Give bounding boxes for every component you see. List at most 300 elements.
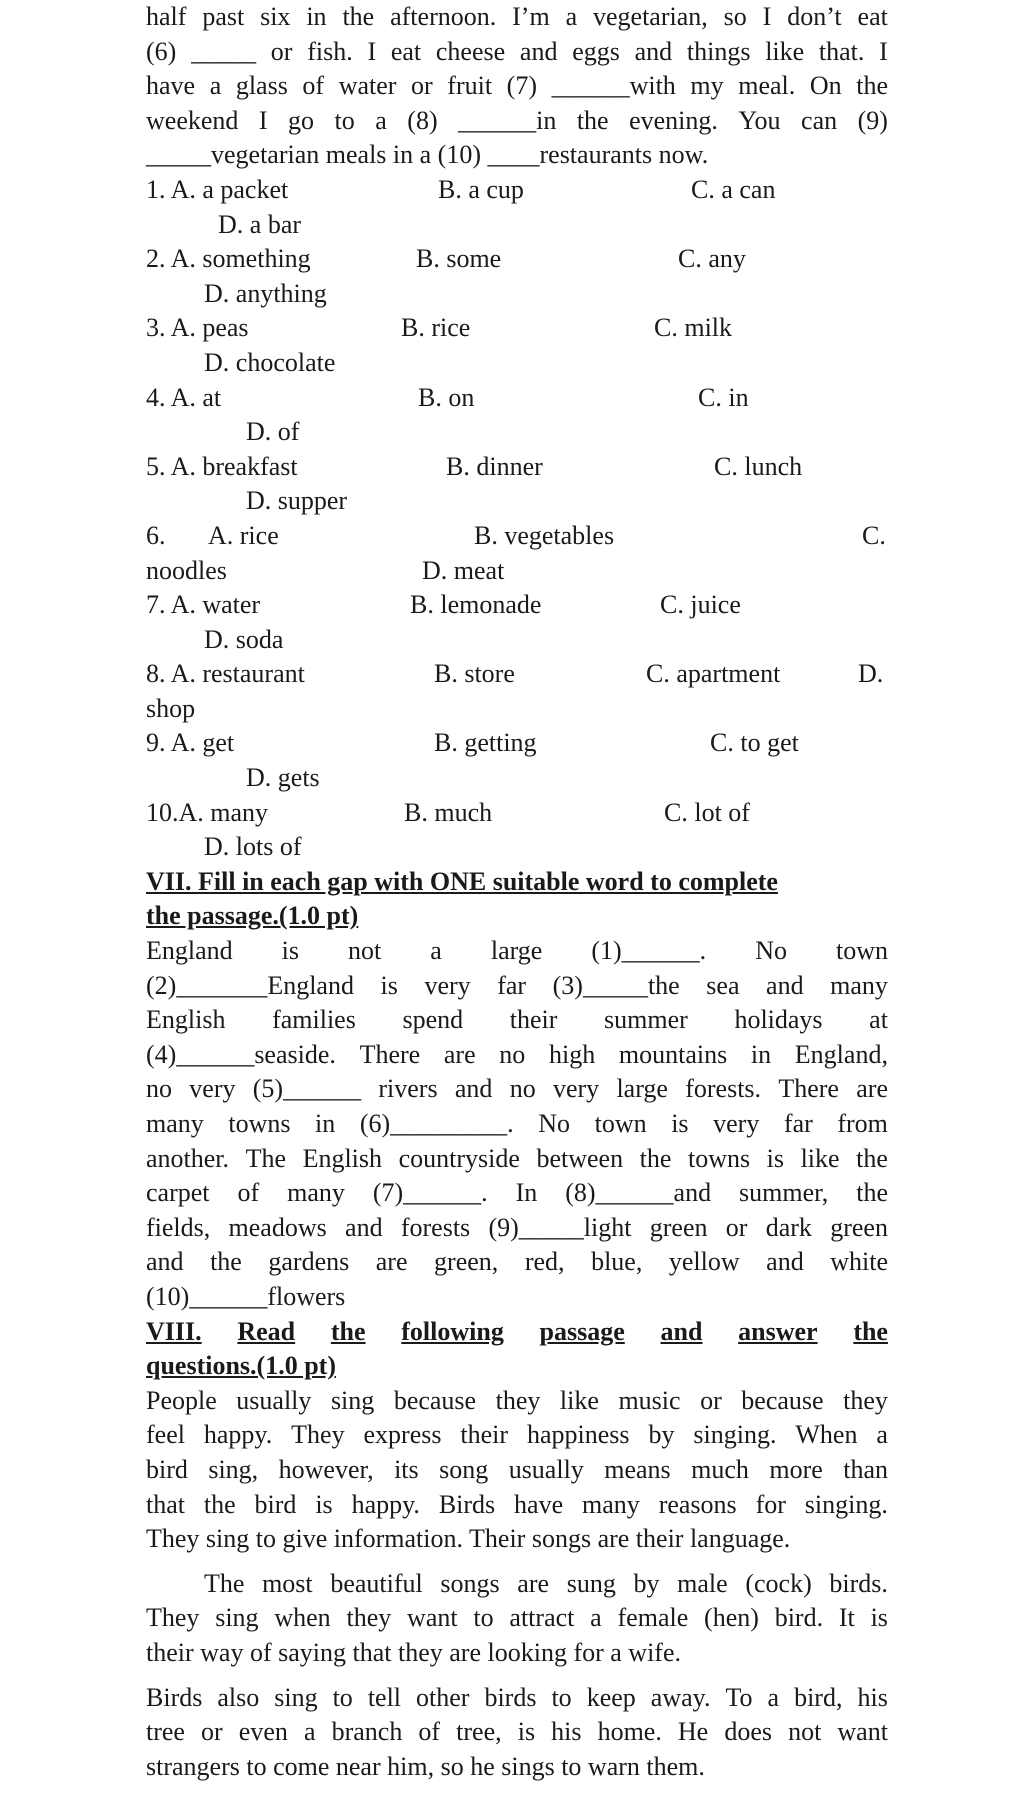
word: bird [254, 1489, 297, 1519]
word: birds [484, 1682, 537, 1712]
word: large [490, 936, 543, 966]
word: female [617, 1603, 689, 1633]
word: the [856, 1143, 888, 1173]
word: is [281, 936, 300, 966]
word: music [618, 1385, 681, 1415]
question-7-cont [146, 623, 888, 658]
question-3 [146, 311, 888, 346]
question-8 [146, 657, 888, 692]
word: a [565, 2, 578, 31]
question-5 [146, 450, 888, 485]
word: a [303, 1717, 316, 1747]
word: to [473, 1603, 494, 1633]
question-5-cont [146, 484, 888, 519]
word: passage [539, 1316, 625, 1346]
word: green, [434, 1247, 499, 1277]
passage-1 [146, 0, 888, 173]
question-2-option-b: B. some [416, 244, 502, 274]
word: that. [818, 36, 865, 66]
word: like [559, 1385, 599, 1415]
word: very [189, 1074, 236, 1104]
word: blue, [591, 1247, 643, 1277]
word: I [258, 105, 268, 135]
word: water [338, 71, 397, 101]
word: bird [146, 1454, 188, 1484]
word: (9) [857, 105, 888, 135]
word: because [393, 1385, 477, 1415]
question-3-option-a: 3. A. peas [146, 313, 249, 343]
word: in [306, 2, 327, 31]
word: does [724, 1717, 772, 1747]
word: England, [794, 1039, 888, 1069]
paragraph-line: They sing to give information. Their songs are their language. [146, 1524, 791, 1554]
question-2-cont [146, 277, 888, 312]
question-4-cont [146, 415, 888, 450]
word: their [460, 1420, 509, 1450]
word: towns [687, 1143, 751, 1173]
word: (cock) [745, 1568, 812, 1598]
word: usually [508, 1454, 584, 1484]
word: by [648, 1420, 675, 1450]
word: when [274, 1603, 331, 1633]
paragraph-line [146, 1601, 888, 1636]
word: means [604, 1454, 671, 1484]
question-1-option-c: C. a can [691, 174, 776, 204]
word: a [209, 71, 222, 101]
word: (6)_________. [359, 1109, 514, 1138]
question-4-option-a: 4. A. at [146, 382, 222, 412]
word: glass [235, 71, 288, 101]
question-3-cont [146, 346, 888, 381]
word: many [830, 970, 888, 1000]
word: my [690, 71, 724, 101]
question-3-option-c: C. milk [654, 313, 733, 343]
paragraph-line [146, 1681, 888, 1716]
word: bird. [774, 1603, 824, 1633]
question-1-option-b: B. a cup [438, 174, 524, 204]
word: (8)______and [565, 1178, 712, 1208]
word: don’t [787, 2, 842, 31]
word: or [411, 71, 433, 101]
question-6-option-d: D. meat [422, 555, 505, 585]
word: home. [597, 1717, 662, 1747]
word: summer [604, 1005, 688, 1035]
question-9 [146, 726, 888, 761]
word: go [288, 105, 315, 135]
question-1-option-d: D. a bar [218, 209, 302, 239]
word: sing [274, 1682, 318, 1712]
word: a [767, 1682, 780, 1712]
question-9-cont [146, 761, 888, 796]
word: (5)______ [252, 1074, 362, 1104]
word: their [509, 1005, 558, 1035]
section-vii-line [146, 1038, 888, 1073]
word: England [146, 936, 233, 966]
word: not [348, 936, 382, 966]
word: bird, [794, 1682, 843, 1712]
question-4-option-b: B. on [418, 382, 475, 412]
word: sing, [208, 1454, 259, 1484]
question-7 [146, 588, 888, 623]
word: No [538, 1109, 571, 1138]
word: large [616, 1074, 668, 1104]
word: Birds [438, 1489, 496, 1519]
word: to [551, 1682, 572, 1712]
question-7-option-b: B. lemonade [410, 590, 542, 620]
word: so [723, 2, 747, 31]
question-7-option-d: D. soda [204, 624, 284, 654]
question-list [146, 173, 888, 865]
word: gardens [268, 1247, 350, 1277]
word: is [870, 1603, 888, 1633]
word: have [146, 71, 196, 101]
word: (8) [407, 105, 438, 135]
paragraph-line [146, 1453, 888, 1488]
question-8-option-c: C. apartment [646, 659, 781, 689]
word: very [424, 970, 471, 1000]
word: things [686, 36, 751, 66]
question-6-number: 6. [146, 520, 166, 550]
question-10-cont [146, 830, 888, 865]
question-2-option-d: D. anything [204, 278, 327, 308]
word: (6) [146, 36, 177, 66]
word: attract [509, 1603, 575, 1633]
word: yellow [668, 1247, 740, 1277]
word: the [856, 71, 888, 101]
section-vii-line [146, 1142, 888, 1177]
word: eat [857, 2, 888, 31]
question-6-cont [146, 554, 888, 589]
question-5-option-b: B. dinner [446, 451, 543, 481]
question-8-option-b: B. store [434, 659, 515, 689]
section-viii [146, 1315, 888, 1785]
word: singing. [804, 1489, 888, 1519]
word: that [146, 1489, 185, 1519]
question-1-cont [146, 208, 888, 243]
question-8-option-d: D. [858, 659, 884, 689]
question-6 [146, 519, 888, 554]
word: The [204, 1568, 245, 1598]
section-vii-line [146, 1245, 888, 1280]
word: sung [566, 1568, 616, 1598]
word: to [332, 1682, 353, 1712]
word: a [375, 105, 387, 135]
word: branch [331, 1717, 403, 1747]
word: beautiful [330, 1568, 423, 1598]
passage-1-line [146, 0, 888, 35]
word: is [766, 1143, 785, 1173]
section-viii-heading-cont: questions.(1.0 pt) [146, 1351, 336, 1381]
word: far [497, 970, 527, 1000]
word: Read [237, 1316, 296, 1346]
word: past [202, 2, 245, 31]
word: the [342, 2, 375, 31]
section-vii-line [146, 1072, 888, 1107]
question-2 [146, 242, 888, 277]
paragraph-line [146, 1567, 888, 1602]
word: evening. [629, 105, 718, 135]
passage-1-line [146, 35, 888, 70]
question-6-option-c-cont: noodles [146, 555, 227, 585]
word: no [509, 1074, 536, 1104]
section-vii-line [146, 1107, 888, 1142]
word: following [401, 1316, 504, 1346]
word: they [346, 1603, 392, 1633]
question-10-option-d: D. lots of [204, 832, 302, 862]
section-vii [146, 865, 888, 1315]
word: and [345, 1212, 383, 1242]
word: than [843, 1454, 888, 1484]
word: ______in [458, 105, 557, 135]
word: happy. [351, 1489, 420, 1519]
word: There [778, 1074, 839, 1104]
question-1-option-a: 1. A. a packet [146, 174, 289, 204]
word: and [766, 970, 804, 1000]
word: You [738, 105, 781, 135]
word: many [287, 1178, 345, 1208]
word: fish. [307, 36, 353, 66]
word: the [853, 1316, 888, 1346]
word: I’m [512, 2, 550, 31]
question-5-option-c: C. lunch [714, 451, 803, 481]
word: song [439, 1454, 489, 1484]
word: more [769, 1454, 823, 1484]
word: town [836, 936, 888, 966]
word: however, [278, 1454, 374, 1484]
word: his [857, 1682, 888, 1712]
word: town [594, 1109, 647, 1138]
word: and [519, 36, 558, 66]
paragraph-line [146, 1715, 888, 1750]
word: is [517, 1717, 536, 1747]
word: People [146, 1385, 217, 1415]
word: tree [146, 1717, 185, 1747]
word: in [750, 1039, 772, 1069]
word: (2)_______England [146, 970, 354, 1000]
word: many [146, 1109, 204, 1138]
word: fruit [447, 71, 493, 101]
section-viii-heading [146, 1315, 888, 1350]
question-8-cont [146, 692, 888, 727]
question-4-option-d: D. of [246, 417, 300, 447]
question-3-option-d: D. chocolate [204, 347, 336, 377]
word: forests. [685, 1074, 762, 1104]
word: a [876, 1420, 888, 1450]
paragraph-line [146, 1384, 888, 1419]
word: of [418, 1717, 441, 1747]
word: a [430, 936, 442, 966]
word: between [536, 1143, 624, 1173]
word: and [766, 1247, 804, 1277]
word: (hen) [704, 1603, 759, 1633]
word: very [552, 1074, 600, 1104]
word: afternoon. [390, 2, 497, 31]
section-vii-line [146, 1003, 888, 1038]
word: English [302, 1143, 383, 1173]
word: rivers [378, 1074, 438, 1104]
word: answer [738, 1316, 818, 1346]
word: for [755, 1489, 786, 1519]
word: carpet [146, 1178, 210, 1208]
word: are [517, 1568, 550, 1598]
word: most [262, 1568, 313, 1598]
question-6-option-c: C. [862, 520, 886, 550]
word: far [783, 1109, 813, 1138]
word: families [272, 1005, 356, 1035]
word: from [837, 1109, 888, 1138]
question-3-option-b: B. rice [401, 313, 471, 343]
word: I [879, 36, 888, 66]
word: songs [440, 1568, 500, 1598]
word: many [582, 1489, 640, 1519]
word: are [443, 1039, 476, 1069]
section-vii-line [146, 1176, 888, 1211]
question-7-option-c: C. juice [660, 590, 741, 620]
word: I [367, 36, 377, 66]
word: like [800, 1143, 840, 1173]
word: other [416, 1682, 470, 1712]
word: and [660, 1316, 703, 1346]
paragraph-line [146, 1418, 888, 1453]
word: holidays [734, 1005, 823, 1035]
word: (7) [506, 71, 537, 101]
word: (9)_____light [488, 1212, 632, 1242]
word: the [210, 1247, 242, 1277]
word: reasons [658, 1489, 737, 1519]
word: green [649, 1212, 708, 1242]
section-vii-line [146, 969, 888, 1004]
question-10 [146, 796, 888, 831]
word: or [201, 1717, 223, 1747]
word: half [146, 2, 187, 31]
word: birds. [829, 1568, 888, 1598]
word: have [514, 1489, 564, 1519]
word: very [713, 1109, 760, 1138]
word: and [454, 1074, 493, 1104]
word: summer, [739, 1178, 829, 1208]
word: (3)_____the [552, 970, 680, 1000]
reading-paragraph-1 [146, 1384, 888, 1557]
word: or [725, 1212, 748, 1242]
word: (1)______. [591, 936, 707, 966]
word: and [634, 36, 673, 66]
word: another. [146, 1143, 230, 1173]
question-9-option-b: B. getting [434, 728, 537, 758]
word: like [765, 36, 805, 66]
word: In [515, 1178, 538, 1208]
section-vii-heading: VII. Fill in each gap with ONE suitable word to complete [146, 866, 778, 896]
word: high [548, 1039, 596, 1069]
word: vegetarian, [593, 2, 708, 31]
paragraph-line [146, 1488, 888, 1523]
word: of [302, 71, 325, 101]
word: the [576, 105, 609, 135]
word: eggs [572, 36, 620, 66]
section-vii-line [146, 1211, 888, 1246]
word: even [238, 1717, 288, 1747]
question-1 [146, 173, 888, 208]
word: the [330, 1316, 366, 1346]
word: usually [236, 1385, 312, 1415]
word: they [843, 1385, 888, 1415]
question-4-option-c: C. in [698, 382, 749, 412]
word: sea [706, 970, 740, 1000]
word: ______with [551, 71, 676, 101]
word: To [725, 1682, 753, 1712]
question-9-option-d: D. gets [246, 763, 320, 793]
word: is [380, 970, 398, 1000]
word: meal. [738, 71, 796, 101]
word: in [315, 1109, 336, 1138]
question-10-option-c: C. lot of [664, 797, 750, 827]
section-vii-line [146, 934, 888, 969]
word: fields, [146, 1212, 211, 1242]
word: white [830, 1247, 888, 1277]
word: sing [215, 1603, 259, 1633]
word: towns [228, 1109, 291, 1138]
word: no [146, 1074, 172, 1104]
word: weekend [146, 105, 239, 135]
word: No [755, 936, 787, 966]
word: feel [146, 1420, 185, 1450]
word: (7)______. [372, 1178, 488, 1208]
question-10-option-a: 10.A. many [146, 797, 269, 827]
word: the [203, 1489, 236, 1519]
word: six [260, 2, 291, 31]
question-2-option-a: 2. A. something [146, 244, 311, 274]
word: is [671, 1109, 689, 1138]
word: sing [330, 1385, 375, 1415]
word: tree, [456, 1717, 502, 1747]
word: much [691, 1454, 749, 1484]
passage-1-line: _____vegetarian meals in a (10) ____restaurants now. [146, 140, 709, 170]
question-6-option-b: B. vegetables [474, 520, 615, 550]
word: cheese [435, 36, 506, 66]
word: at [869, 1005, 888, 1035]
word: and [146, 1247, 184, 1277]
word: keep [586, 1682, 636, 1712]
word: want [407, 1603, 458, 1633]
reading-paragraph-3 [146, 1681, 888, 1785]
word: On [809, 71, 842, 101]
word: _____ [191, 36, 257, 66]
word: English [146, 1005, 226, 1035]
word: are [856, 1074, 888, 1104]
word: dark [765, 1212, 812, 1242]
word: green [830, 1212, 888, 1242]
word: the [639, 1143, 672, 1173]
word: When [795, 1420, 858, 1450]
word: want [837, 1717, 888, 1747]
reading-paragraph-2 [146, 1567, 888, 1671]
word: happy. [203, 1420, 273, 1450]
word: by [633, 1568, 660, 1598]
word: or [270, 36, 293, 66]
word: not [788, 1717, 822, 1747]
word: They [146, 1603, 200, 1633]
word: meadows [228, 1212, 327, 1242]
word: no [499, 1039, 526, 1069]
word: or [700, 1385, 722, 1415]
question-10-option-b: B. much [404, 797, 493, 827]
word: is [315, 1489, 333, 1519]
passage-1-line [146, 69, 888, 104]
word: He [677, 1717, 709, 1747]
word: (4)______seaside. [146, 1039, 336, 1069]
word: to [334, 105, 355, 135]
word: also [217, 1682, 260, 1712]
word: singing. [693, 1420, 777, 1450]
